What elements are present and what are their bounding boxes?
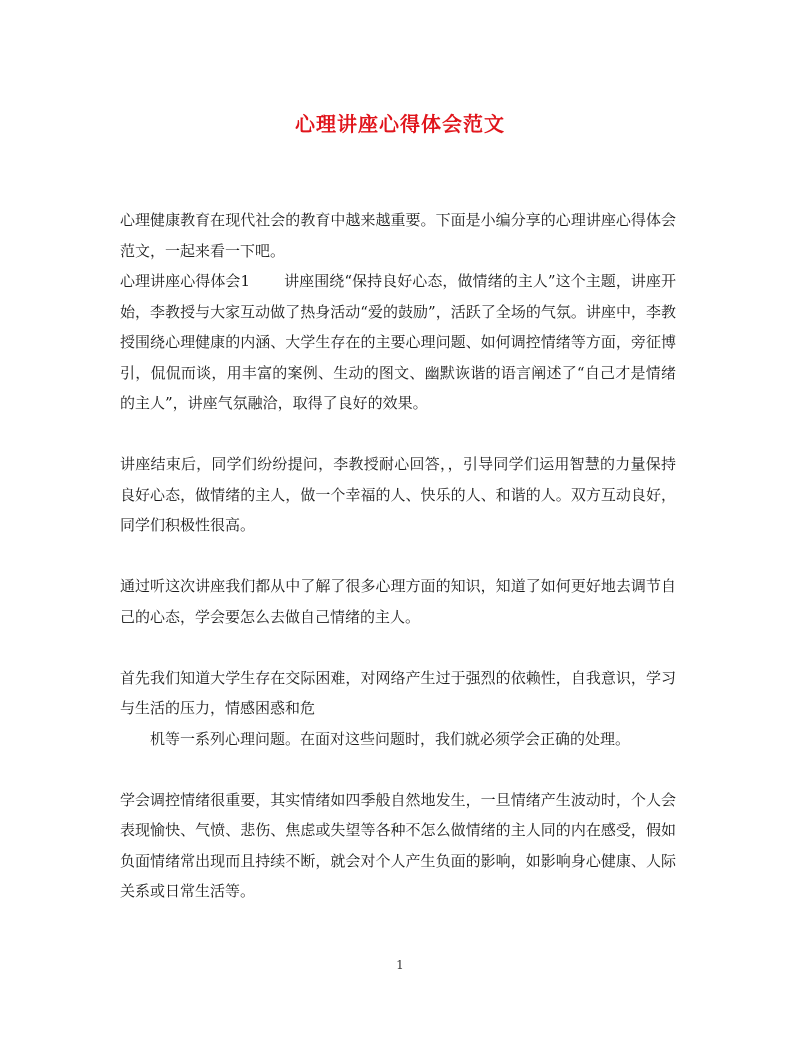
document-body	[120, 205, 676, 907]
paragraph-gap	[120, 632, 676, 663]
emotion-control-paragraph: 学会调控情绪很重要，其实情绪如四季般自然地发生，一旦情绪产生波动时，个人会表现愉快、气愤、悲伤、焦虑或失望等各种不怎么做情绪的主人同的内在感受，假如负面情绪常出现而且持续不断，就会对个人产生负面的影响，如影响身心健康、人际关系或日常生活等。	[120, 790, 676, 900]
section-label: 心理讲座心得体会1	[120, 272, 251, 290]
section-1-text: 讲座围绕“保持良好心态，做情绪的主人”这个主题，讲座开始，李教授与大家互动做了热身活动“爱的鼓励”，活跃了全场的气氛。讲座中，李教授围绕心理健康的内涵、大学生存在的主要心理问题、如何调控情绪等方面，旁征博引，侃侃而谈，用丰富的案例、生动的图文、幽默诙谐的语言阐述了“自己才是情绪的主人”，讲座气氛融洽，取得了良好的效果。	[120, 272, 676, 412]
paragraph-gap	[120, 419, 676, 450]
knowledge-paragraph: 通过听这次讲座我们都从中了解了很多心理方面的知识，知道了如何更好地去调节自己的心态，学会要怎么去做自己情绪的主人。	[120, 577, 676, 626]
page-number: 1	[396, 958, 404, 972]
paragraph-gap	[120, 754, 676, 785]
problems-paragraph: 首先我们知道大学生存在交际困难，对网络产生过于强烈的依赖性，自我意识，学习与生活的压力，情感困惑和危	[120, 668, 676, 717]
problems-continuation-paragraph: 机等一系列心理问题。在面对这些问题时，我们就必须学会正确的处理。	[150, 729, 631, 748]
document-title: 心理讲座心得体会范文	[295, 112, 505, 136]
paragraph-gap	[120, 541, 676, 572]
section-1-paragraph	[120, 266, 676, 419]
lecture-end-paragraph: 讲座结束后，同学们纷纷提问，李教授耐心回答，，引导同学们运用智慧的力量保持良好心态，做情绪的主人，做一个幸福的人、快乐的人、和谐的人。双方互动良好，同学们积极性很高。	[120, 455, 676, 534]
intro-paragraph: 心理健康教育在现代社会的教育中越来越重要。下面是小编分享的心理讲座心得体会范文，一起来看一下吧。	[120, 211, 676, 260]
